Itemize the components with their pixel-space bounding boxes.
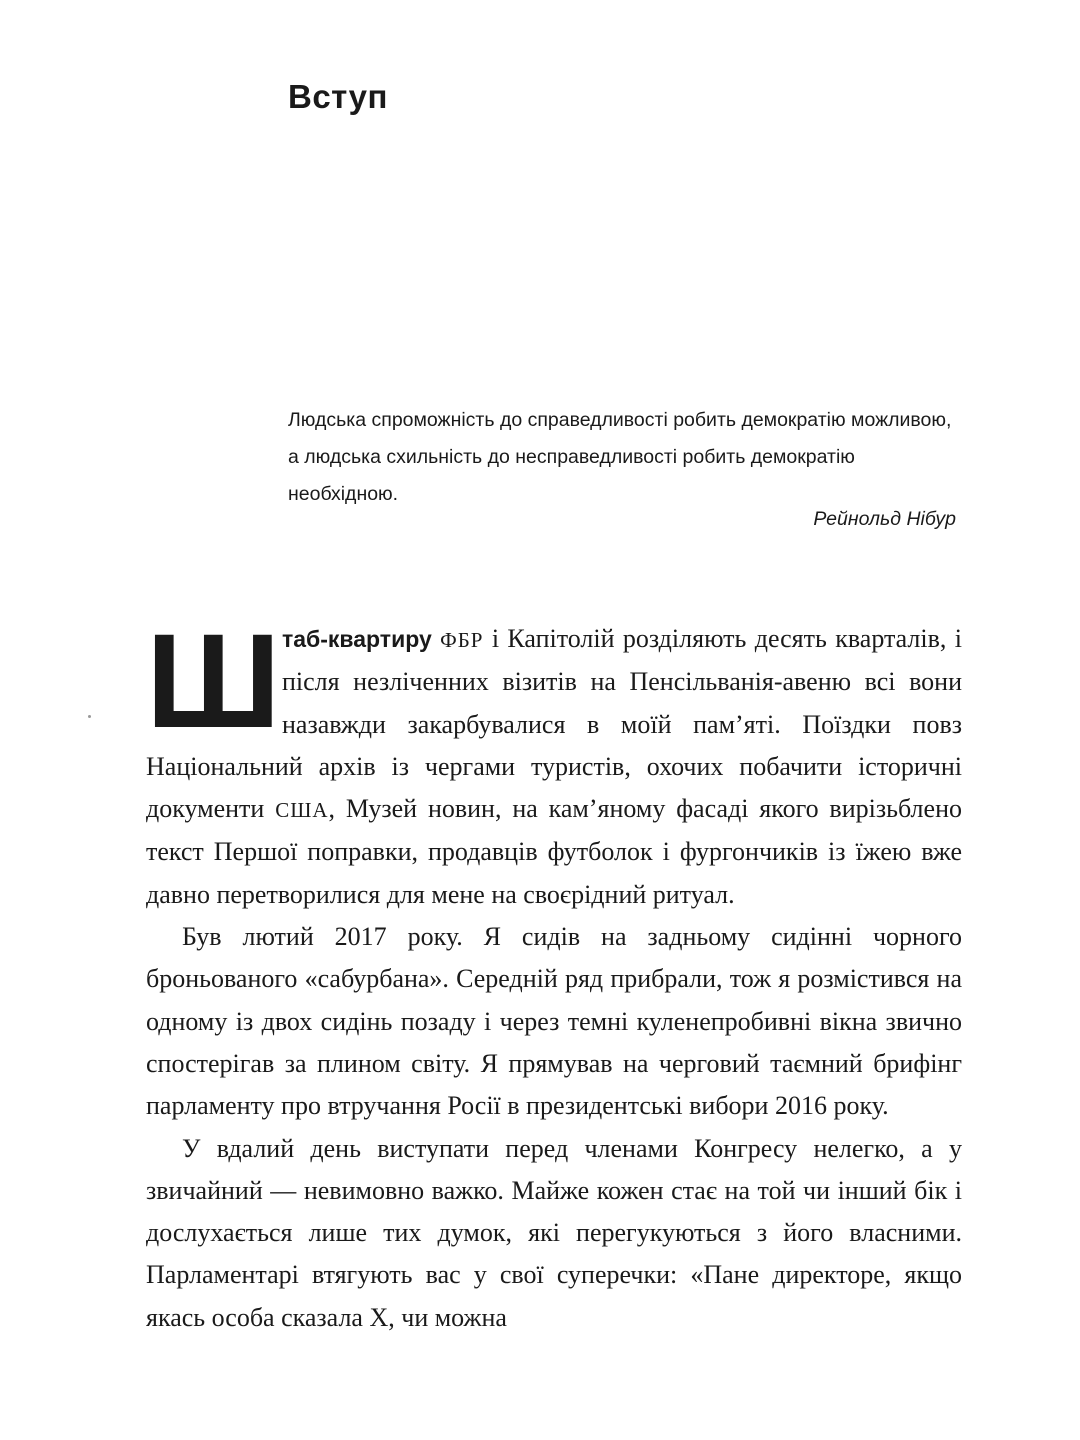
abbr-usa: США xyxy=(275,798,329,823)
drop-cap: Ш xyxy=(146,607,277,756)
chapter-title: Вступ xyxy=(288,78,388,115)
epigraph-author: Рейнольд Нібур xyxy=(813,508,956,530)
chapter-body xyxy=(146,607,962,1339)
paragraph-3: У вдалий день виступати перед членами Конгресу нелегко, а у звичайний — невимовно важко. Майже кожен стає на той чи інший бік і дослухається лише тих думок, які перегукуються з його власними. Парламентарі втягують вас у свої суперечки: «Пане директоре, якщо якась особа сказала X, чи можна xyxy=(146,1133,962,1332)
abbr-fbi: ФБР xyxy=(440,628,484,652)
paragraph-1-end: , Музей новин, на кам’яному фасаді якого вирізьблено текст Першої поправки, продавців футболок і фургончиків із їжею вже давно перетворилися для мене на своєрідний ритуал. xyxy=(146,794,962,909)
scan-speck xyxy=(88,715,91,718)
paragraph-1 xyxy=(146,607,962,916)
paragraph-2: Був лютий 2017 року. Я сидів на задньому сидінні чорного броньованого «сабурбана». Середній ряд прибрали, тож я розмістився на одному із двох сидінь позаду і через темні куленепробивні вікна звично спостерігав за плином світу. Я прямував на черговий таємний брифінг парламенту про втручання Росії в президентські вибори 2016 року. xyxy=(146,922,962,1121)
paragraph-1-text: і Капітолій розділяють десять кварталів, і після незліченних візитів на Пенсільванія-авеню всі вони назавжди закарбувалися в моїй пам’яті. Поїздки повз Національний архів із чергами туристів, охочих побачити історичні документи xyxy=(146,624,962,824)
lead-words: таб-квартиру xyxy=(282,626,432,652)
epigraph-quote: Людська спроможність до справедливості робить демократію можливою, а людська схильність до несправедливості робить демократію необхідною. xyxy=(288,409,952,505)
